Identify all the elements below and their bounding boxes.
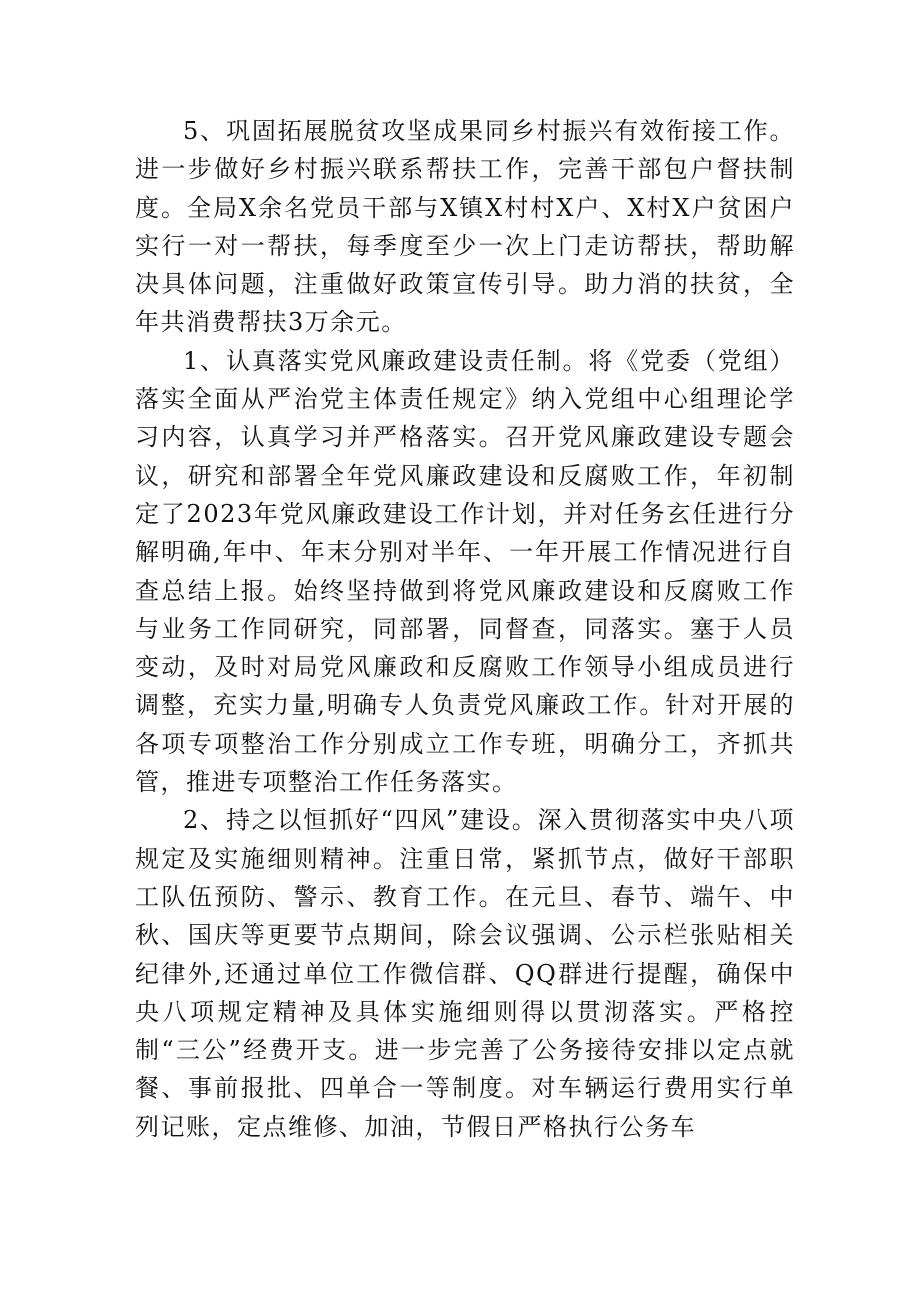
paragraph-rural-revitalization: 5、巩固拓展脱贫攻坚成果同乡村振兴有效衔接工作。进一步做好乡村振兴联系帮扶工作，完善干部包户督扶制度。全局X余名党员干部与X镇X村村X户、X村X户贫困户实行一对一帮扶，每季度至少一次上门走访帮扶，帮助解决具体问题，注重做好政策宣传引导。助力消的扶贫，全年共消费帮扶3万余元。 (135, 117, 795, 337)
paragraph-four-winds: 2、持之以恒抓好“四风”建设。深入贯彻落实中央八项规定及实施细则精神。注重日常，紧抓节点，做好干部职工队伍预防、警示、教育工作。在元旦、春节、端午、中秋、国庆等更要节点期间，除会议强调、公示栏张贴相关纪律外,还通过单位工作微信群、QQ群进行提醒，确保中央八项规定精神及具体实施细则得以贯沏落实。严格控制“三公”经费开支。进一步完善了公务接待安排以定点就餐、事前报批、四单合一等制度。对车辆运行费用实行单列记账，定点维修、加油，节假日严格执行公务车 (135, 806, 795, 1141)
document-body (135, 112, 795, 1146)
paragraph-integrity-responsibility: 1、认真落实党风廉政建设责任制。将《党委（党组）落实全面从严治党主体责任规定》纳入党组中心组理论学习内容，认真学习并严格落实。召开党风廉政建设专题会议，研究和部署全年党风廉政建设和反腐败工作，年初制定了2023年党风廉政建设工作计划，并对任务玄任进行分解明确,年中、年末分别对半年、一年开展工作情况进行自查总结上报。始终坚持做到将党风廉政建设和反腐败工作与业务工作同研究，同部署，同督查，同落实。塞于人员变动，及时对局党风廉政和反腐败工作领导小组成员进行调整，充实力量,明确专人负责党风廉政工作。针对开展的各项专项整治工作分别成立工作专班，明确分工，齐抓共管，推进专项整治工作任务落实。 (135, 346, 795, 797)
